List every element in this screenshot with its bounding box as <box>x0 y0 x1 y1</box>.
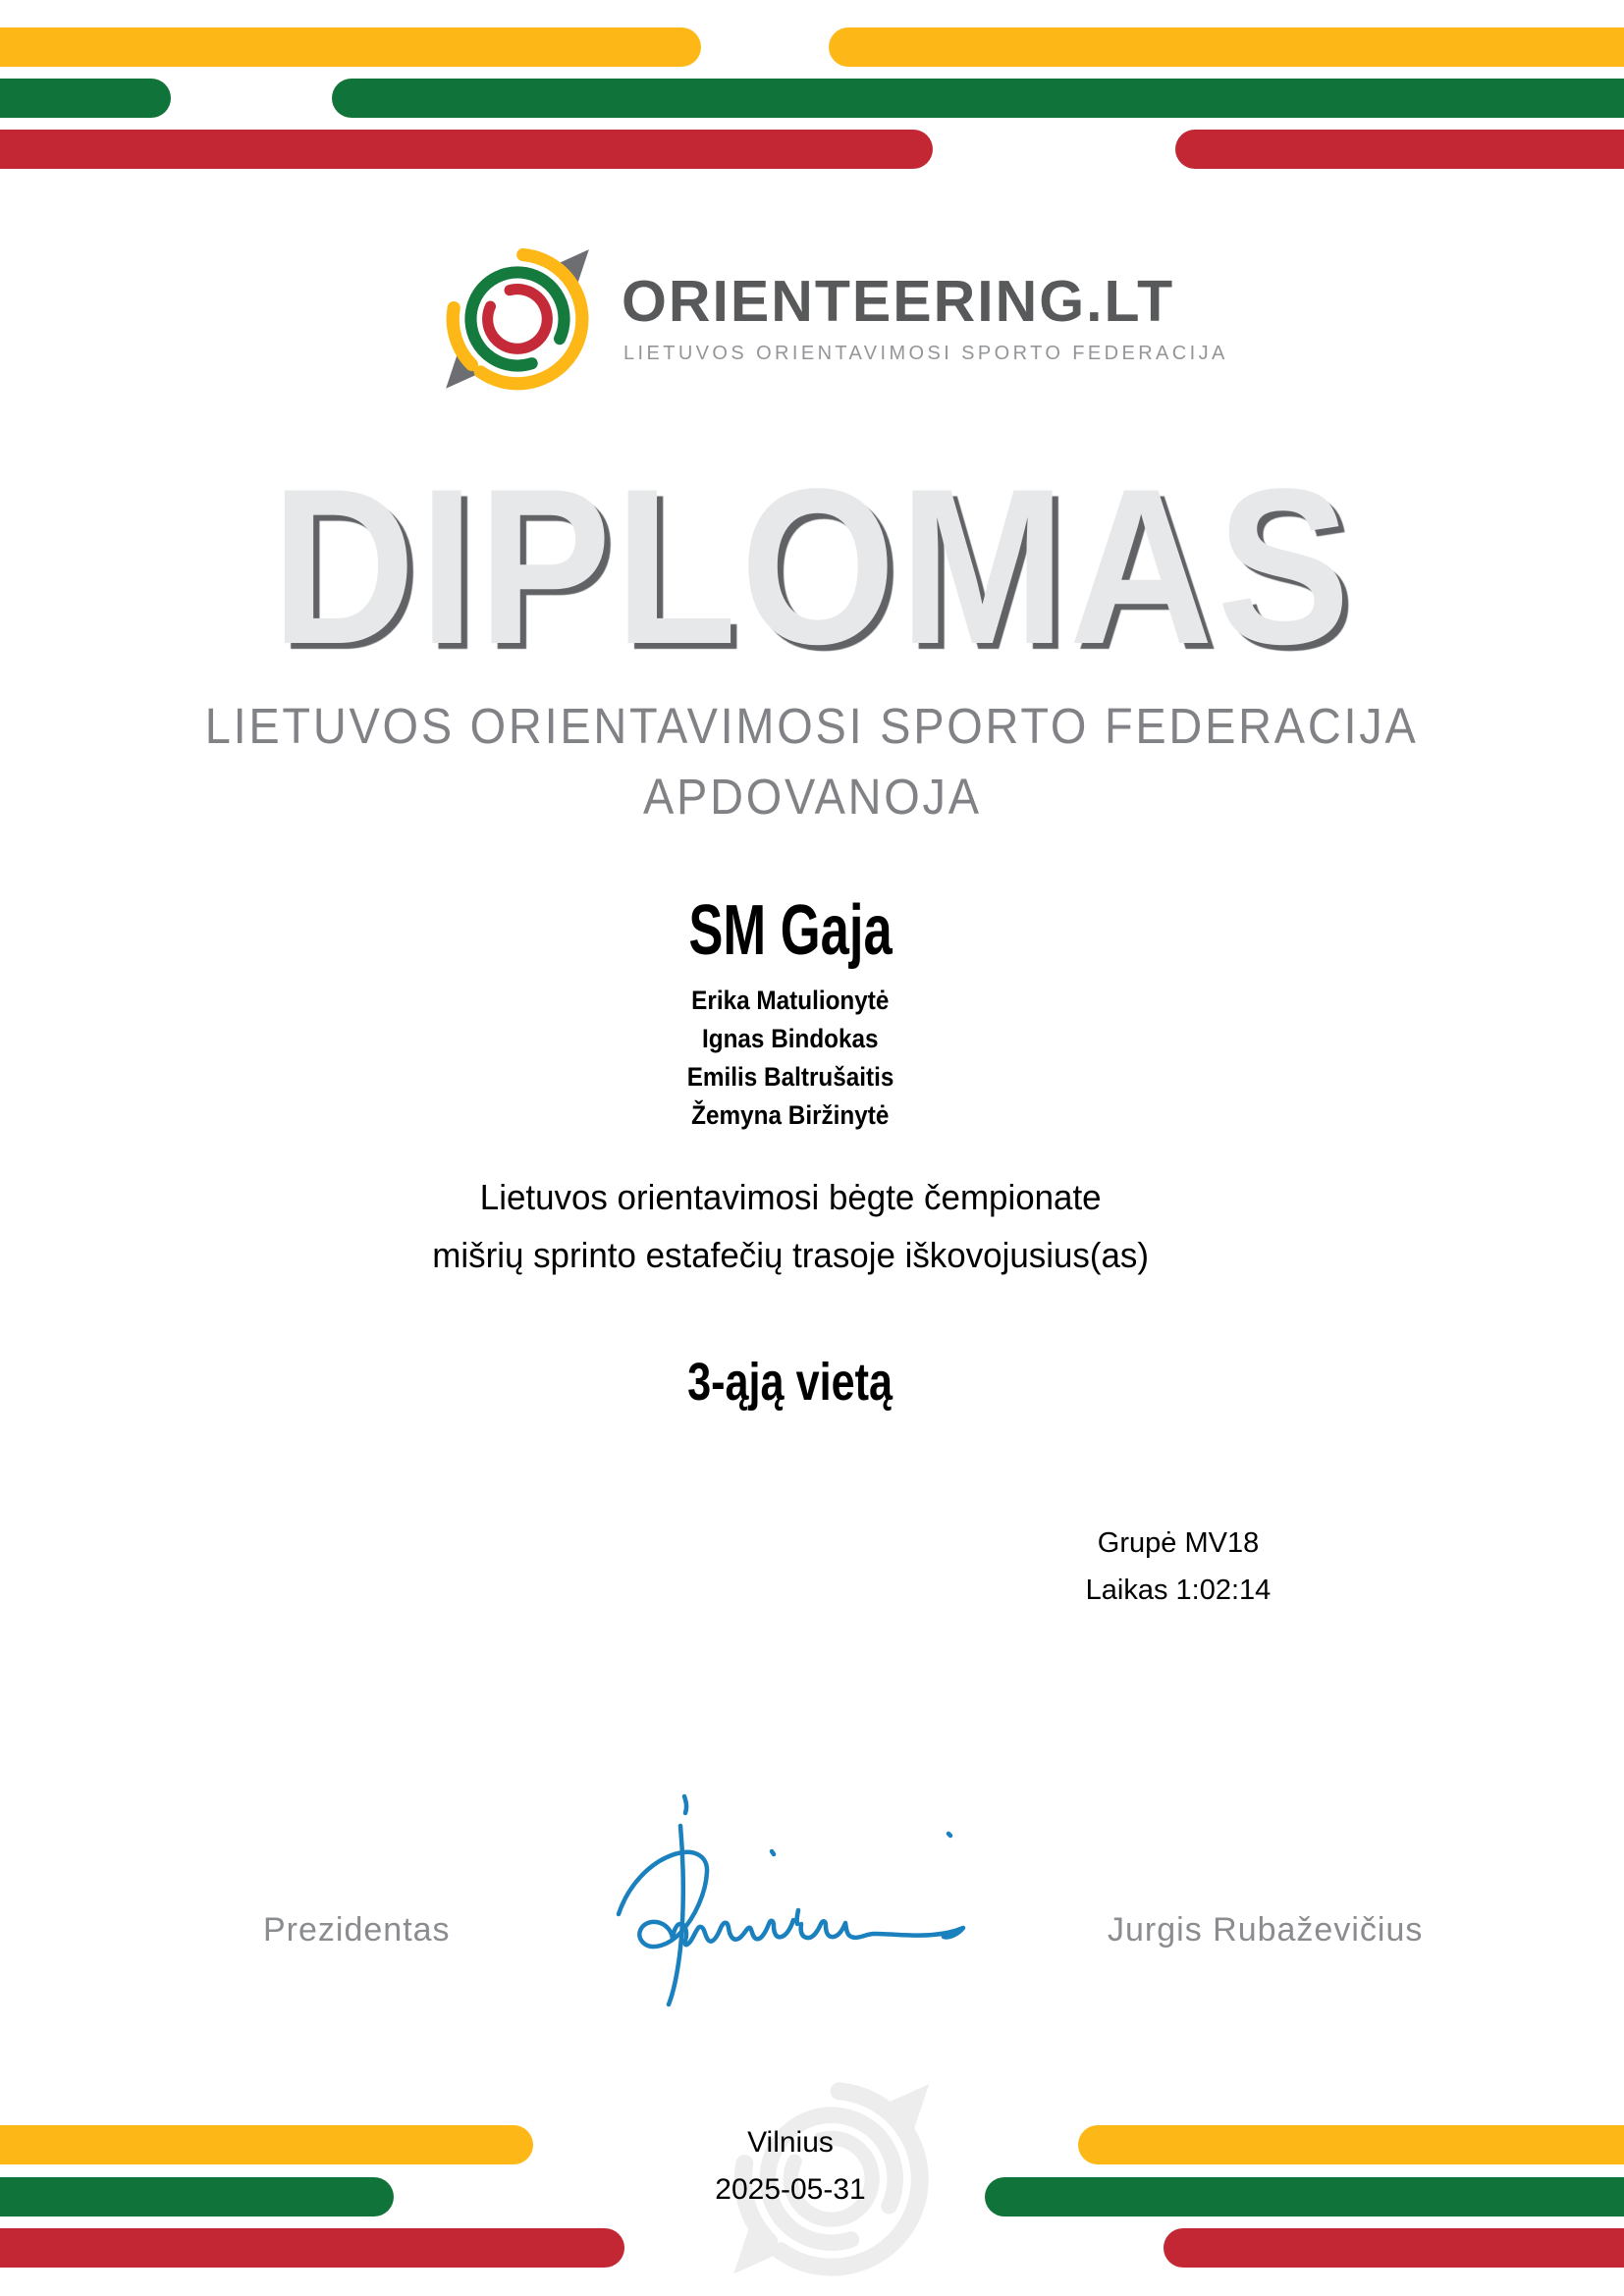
result-block <box>982 1523 1375 1610</box>
top-stripe-yellow-right <box>829 27 1624 67</box>
subheading-line1: LIETUVOS ORIENTAVIMOSI SPORTO FEDERACIJA <box>205 698 1419 754</box>
member-name: Erika Matulionytė <box>691 986 890 1015</box>
result-group: Grupė MV18 <box>1097 1527 1260 1559</box>
top-stripe-red-right <box>1175 130 1624 169</box>
signature-name: Jurgis Rubaževičius <box>1108 1911 1424 1949</box>
footer-date: 2025-05-31 <box>715 2173 866 2206</box>
top-stripe-green-left <box>0 79 171 118</box>
bottom-stripe-red-right <box>1164 2228 1624 2268</box>
diploma-heading <box>0 442 1624 690</box>
bottom-stripe-yellow-left <box>0 2125 533 2164</box>
place-awarded: 3-ąją vietą <box>687 1353 893 1412</box>
signature-handwriting <box>589 1787 1001 2022</box>
event-line-2: mišrių sprinto estafečių trasoje iškovojusius(as) <box>432 1235 1149 1275</box>
footer-city: Vilnius <box>747 2126 834 2159</box>
brand-name: ORIENTEERING.LT <box>622 269 1175 334</box>
team-name: SM Gaja <box>688 891 893 970</box>
top-stripe-green-right <box>332 79 1624 118</box>
compass-logo-icon <box>435 237 604 405</box>
team-members <box>0 982 1581 1135</box>
event-line-1: Lietuvos orientavimosi bėgte čempionate <box>479 1177 1102 1217</box>
member-name: Ignas Bindokas <box>702 1024 879 1053</box>
member-name: Žemyna Biržinytė <box>691 1100 890 1130</box>
top-stripe-yellow-left <box>0 27 701 67</box>
event-description <box>0 1168 1581 1284</box>
bottom-stripe-green-left <box>0 2177 394 2216</box>
bottom-stripe-yellow-right <box>1078 2125 1624 2164</box>
result-time: Laikas 1:02:14 <box>1085 1575 1272 1606</box>
top-stripe-red-left <box>0 130 933 169</box>
member-name: Emilis Baltrušaitis <box>686 1062 894 1092</box>
bottom-stripe-red-left <box>0 2228 624 2268</box>
bottom-stripe-green-right <box>985 2177 1624 2216</box>
signature-title: Prezidentas <box>263 1911 451 1949</box>
subheading-line2: APDOVANOJA <box>642 769 982 825</box>
brand-tagline: LIETUVOS ORIENTAVIMOSI SPORTO FEDERACIJA <box>623 343 1228 364</box>
diploma-heading-text: DIPLOMAS <box>270 442 1354 690</box>
